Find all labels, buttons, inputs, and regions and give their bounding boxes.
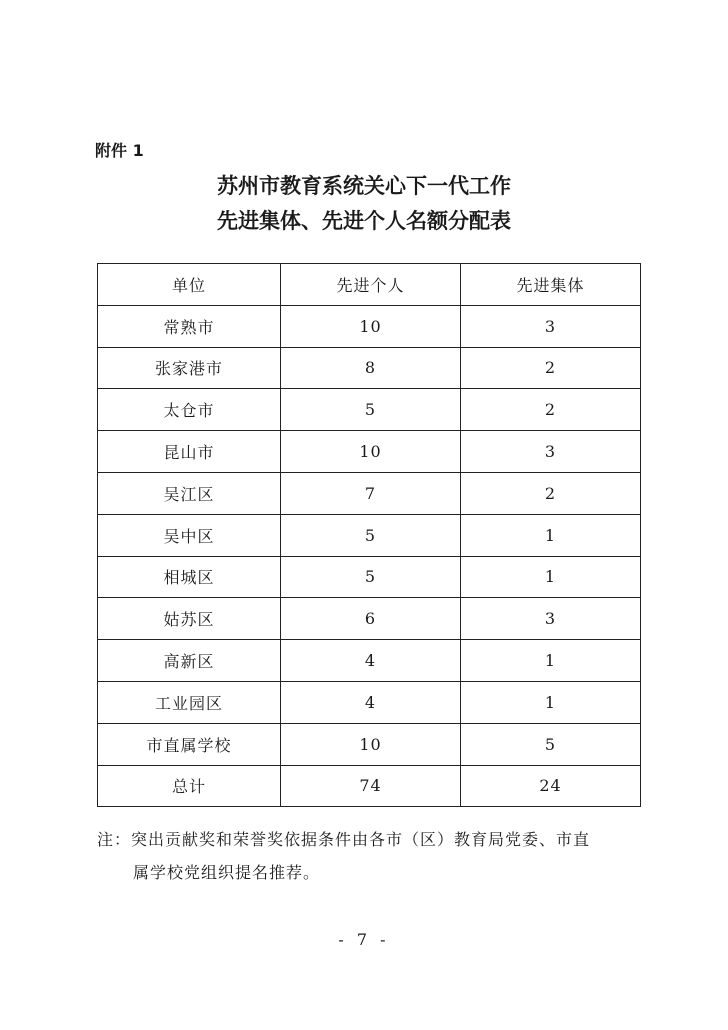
table-row [98, 723, 641, 765]
collectives-cell: 3 [461, 431, 641, 473]
unit-cell: 吴中区 [98, 514, 281, 556]
unit-cell: 姑苏区 [98, 598, 281, 640]
collectives-cell: 2 [461, 472, 641, 514]
individuals-cell: 8 [281, 347, 461, 389]
document-title-line-2: 先进集体、先进个人名额分配表 [217, 208, 511, 233]
individuals-cell: 5 [281, 389, 461, 431]
table-row [98, 598, 641, 640]
header-unit: 单位 [98, 264, 281, 306]
unit-cell: 太仓市 [98, 389, 281, 431]
table-row [98, 640, 641, 682]
document-title-line-1: 苏州市教育系统关心下一代工作 [217, 173, 511, 198]
unit-cell: 张家港市 [98, 347, 281, 389]
table-row [98, 514, 641, 556]
individuals-cell: 6 [281, 598, 461, 640]
footnote-line-1: 注：突出贡献奖和荣誉奖依据条件由各市（区）教育局党委、市直 [97, 830, 591, 849]
individuals-cell: 10 [281, 431, 461, 473]
total-label-cell: 总计 [98, 765, 281, 807]
unit-cell: 常熟市 [98, 305, 281, 347]
collectives-cell: 2 [461, 347, 641, 389]
table-row [98, 556, 641, 598]
table-total-row [98, 765, 641, 807]
collectives-cell: 1 [461, 640, 641, 682]
table-row [98, 389, 641, 431]
total-individuals-cell: 74 [281, 765, 461, 807]
table-row [98, 431, 641, 473]
attachment-label: 附件 1 [95, 141, 144, 160]
table-row [98, 305, 641, 347]
individuals-cell: 4 [281, 640, 461, 682]
individuals-cell: 4 [281, 681, 461, 723]
individuals-cell: 10 [281, 305, 461, 347]
unit-cell: 工业园区 [98, 681, 281, 723]
table-row [98, 347, 641, 389]
collectives-cell: 5 [461, 723, 641, 765]
header-advanced-collectives: 先进集体 [461, 264, 641, 306]
collectives-cell: 1 [461, 556, 641, 598]
collectives-cell: 2 [461, 389, 641, 431]
unit-cell: 高新区 [98, 640, 281, 682]
page-number: - 7 - [338, 930, 390, 949]
individuals-cell: 5 [281, 556, 461, 598]
collectives-cell: 3 [461, 305, 641, 347]
collectives-cell: 1 [461, 514, 641, 556]
collectives-cell: 3 [461, 598, 641, 640]
table-header-row [98, 264, 641, 306]
unit-cell: 吴江区 [98, 472, 281, 514]
unit-cell: 市直属学校 [98, 723, 281, 765]
unit-cell: 相城区 [98, 556, 281, 598]
table-row [98, 472, 641, 514]
table-row [98, 681, 641, 723]
individuals-cell: 10 [281, 723, 461, 765]
unit-cell: 昆山市 [98, 431, 281, 473]
header-advanced-individuals: 先进个人 [281, 264, 461, 306]
individuals-cell: 7 [281, 472, 461, 514]
total-collectives-cell: 24 [461, 765, 641, 807]
individuals-cell: 5 [281, 514, 461, 556]
footnote-line-2: 属学校党组织提名推荐。 [133, 863, 321, 882]
quota-allocation-table [97, 263, 641, 807]
collectives-cell: 1 [461, 681, 641, 723]
footnote [97, 823, 657, 889]
